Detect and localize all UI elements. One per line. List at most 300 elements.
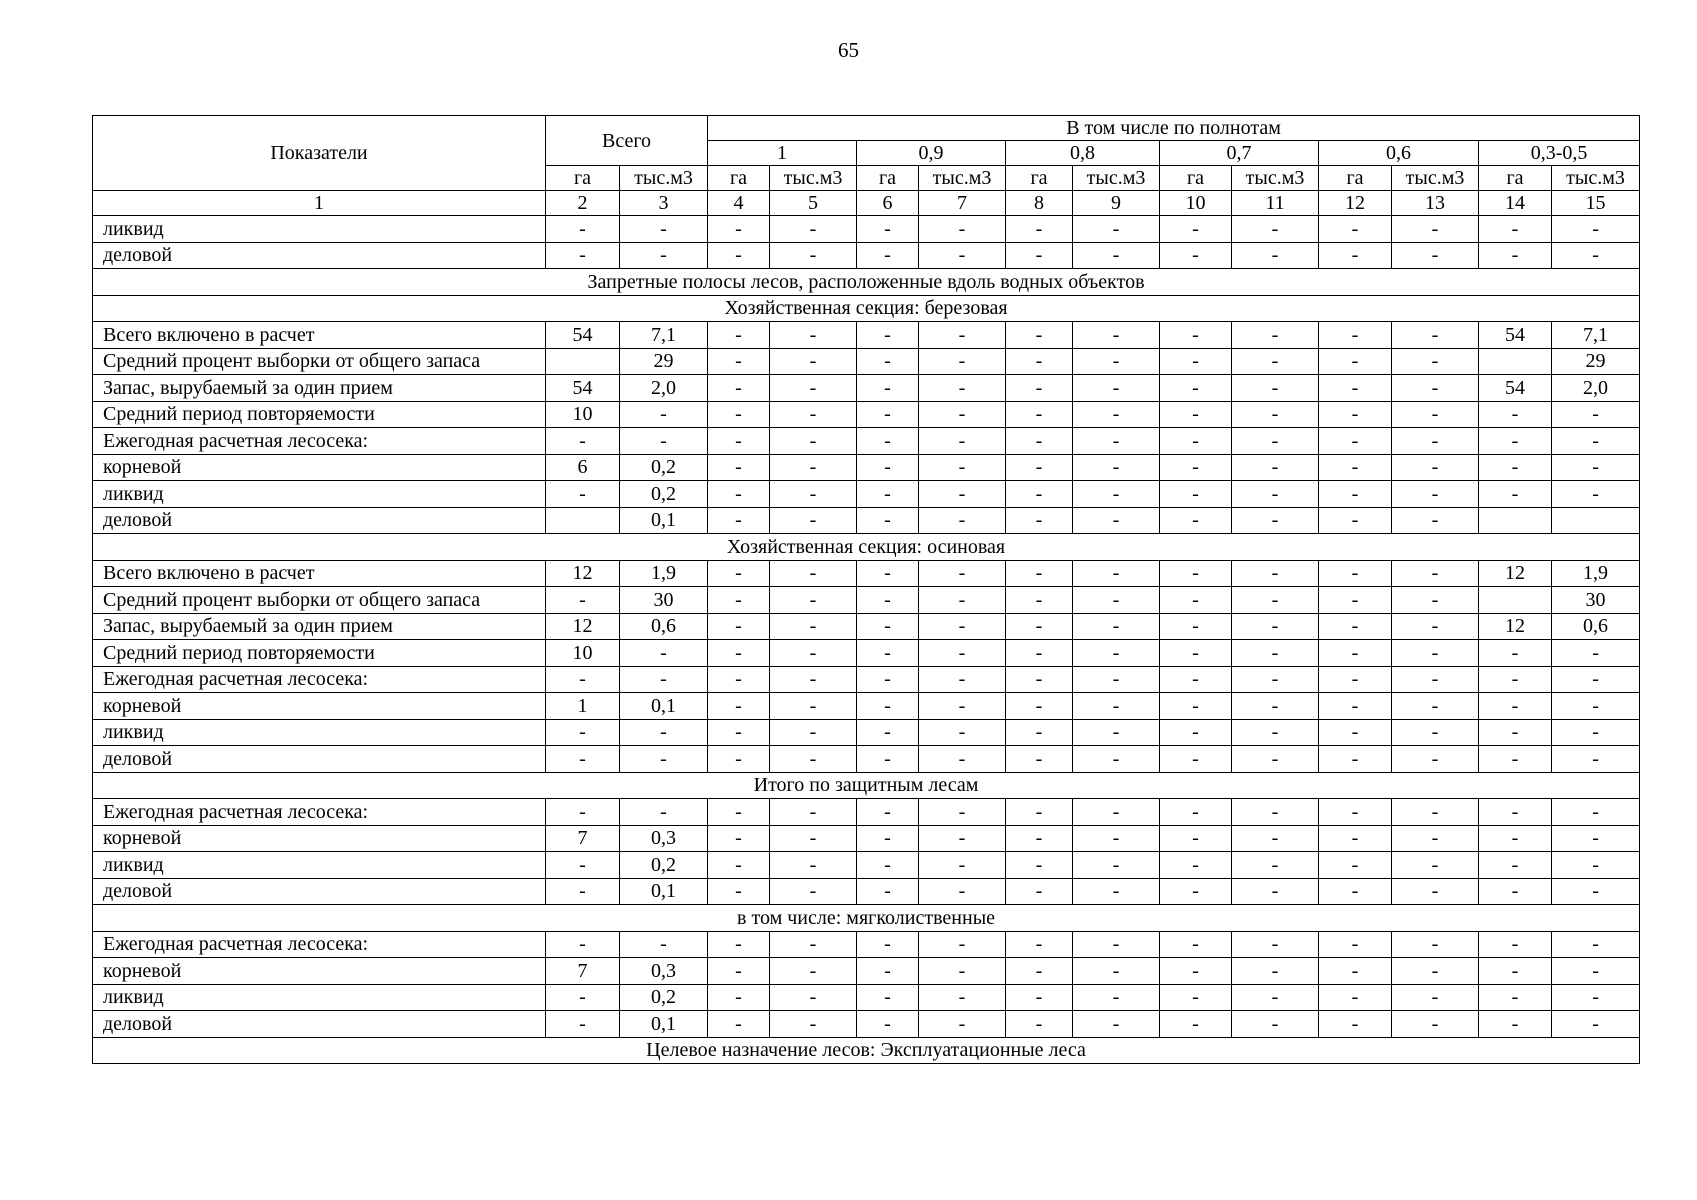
table-cell: - — [770, 401, 857, 428]
row-label: Запас, вырубаемый за один прием — [93, 375, 546, 402]
table-cell: - — [546, 719, 620, 746]
row-label: Всего включено в расчет — [93, 322, 546, 349]
table-cell: - — [770, 984, 857, 1011]
table-cell: - — [1073, 507, 1160, 534]
table-cell: - — [1006, 401, 1073, 428]
table-cell: - — [1319, 746, 1392, 773]
table-cell: - — [770, 666, 857, 693]
row-label: корневой — [93, 693, 546, 720]
header-column-number: 8 — [1006, 191, 1073, 216]
table-cell: - — [1479, 428, 1552, 455]
table-row — [93, 375, 1640, 402]
table-cell: - — [1073, 984, 1160, 1011]
table-cell: - — [1552, 481, 1640, 508]
table-cell: - — [1006, 931, 1073, 958]
row-label: Средний процент выборки от общего запаса — [93, 348, 546, 375]
table-cell: - — [1160, 693, 1232, 720]
table-cell: - — [1319, 693, 1392, 720]
table-cell: - — [708, 242, 770, 269]
table-cell: 30 — [1552, 587, 1640, 614]
table-cell: - — [620, 746, 708, 773]
table-cell: - — [857, 242, 919, 269]
table-cell: - — [708, 428, 770, 455]
table-cell: - — [1319, 640, 1392, 667]
table-cell: - — [857, 613, 919, 640]
table-cell: 12 — [546, 613, 620, 640]
table-cell: 12 — [546, 560, 620, 587]
table-cell: - — [620, 640, 708, 667]
table-cell: 54 — [546, 322, 620, 349]
table-cell: - — [1392, 825, 1479, 852]
table-cell: - — [1073, 375, 1160, 402]
header-unit-ha: га — [1160, 166, 1232, 191]
table-cell: - — [708, 560, 770, 587]
table-cell: - — [1479, 931, 1552, 958]
table-cell: - — [1160, 481, 1232, 508]
header-column-number: 6 — [857, 191, 919, 216]
table-cell: - — [1552, 640, 1640, 667]
table-cell: - — [1232, 428, 1319, 455]
table-cell: - — [1160, 719, 1232, 746]
table-cell: - — [1552, 666, 1640, 693]
table-cell: - — [1160, 216, 1232, 243]
table-cell: - — [919, 481, 1006, 508]
table-cell: - — [857, 984, 919, 1011]
table-cell: - — [1160, 348, 1232, 375]
table-cell: - — [1160, 587, 1232, 614]
table-cell: - — [620, 216, 708, 243]
table-cell: - — [1552, 1011, 1640, 1038]
table-cell: - — [1073, 454, 1160, 481]
table-cell: - — [1479, 878, 1552, 905]
table-row — [93, 560, 1640, 587]
section-title: Целевое назначение лесов: Эксплуатационные леса — [93, 1037, 1640, 1064]
table-cell: - — [708, 507, 770, 534]
table-row — [93, 719, 1640, 746]
table-cell: - — [919, 640, 1006, 667]
table-cell: - — [546, 1011, 620, 1038]
section-title: Хозяйственная секция: осиновая — [93, 534, 1640, 561]
table-cell: - — [770, 746, 857, 773]
section-title: Хозяйственная секция: березовая — [93, 295, 1640, 322]
table-cell: - — [1319, 878, 1392, 905]
table-cell: - — [1160, 401, 1232, 428]
table-cell: - — [770, 640, 857, 667]
table-cell: - — [1319, 428, 1392, 455]
table-cell: - — [1160, 746, 1232, 773]
table-row — [93, 216, 1640, 243]
table-cell: - — [857, 587, 919, 614]
table-cell: - — [1319, 613, 1392, 640]
table-cell: - — [919, 931, 1006, 958]
table-cell: - — [708, 401, 770, 428]
table-cell: - — [770, 852, 857, 879]
row-label: корневой — [93, 454, 546, 481]
row-label: деловой — [93, 242, 546, 269]
table-cell: - — [1392, 242, 1479, 269]
table-cell: - — [1160, 428, 1232, 455]
table-cell: - — [857, 401, 919, 428]
row-label: деловой — [93, 878, 546, 905]
table-cell: - — [857, 507, 919, 534]
table-cell: - — [770, 216, 857, 243]
table-row — [93, 746, 1640, 773]
row-label: деловой — [93, 507, 546, 534]
table-cell: - — [919, 216, 1006, 243]
table-cell: - — [919, 348, 1006, 375]
forest-cutting-table — [92, 115, 1640, 1064]
table-cell: - — [1392, 746, 1479, 773]
table-cell: - — [1479, 693, 1552, 720]
table-cell: - — [857, 216, 919, 243]
table-cell: - — [857, 693, 919, 720]
table-cell: - — [1073, 587, 1160, 614]
table-cell: - — [1006, 481, 1073, 508]
table-cell: - — [620, 799, 708, 826]
table-cell — [1479, 507, 1552, 534]
table-cell: - — [1392, 719, 1479, 746]
table-cell: - — [1006, 984, 1073, 1011]
table-cell: 10 — [546, 401, 620, 428]
table-cell: - — [1479, 984, 1552, 1011]
table-cell: - — [1479, 666, 1552, 693]
table-cell: - — [1479, 216, 1552, 243]
table-cell: - — [1232, 984, 1319, 1011]
table-cell: 2,0 — [620, 375, 708, 402]
table-cell: - — [1479, 852, 1552, 879]
table-cell: - — [1552, 401, 1640, 428]
table-cell: - — [1479, 481, 1552, 508]
table-row — [93, 507, 1640, 534]
row-label: ликвид — [93, 481, 546, 508]
table-cell: - — [1006, 454, 1073, 481]
table-cell: - — [1160, 666, 1232, 693]
table-cell: - — [919, 560, 1006, 587]
table-cell: - — [1552, 428, 1640, 455]
table-cell: - — [1232, 216, 1319, 243]
table-cell: - — [1232, 1011, 1319, 1038]
header-column-number: 2 — [546, 191, 620, 216]
table-cell: - — [1392, 931, 1479, 958]
table-cell: - — [1073, 878, 1160, 905]
header-column-number: 12 — [1319, 191, 1392, 216]
table-cell: - — [919, 1011, 1006, 1038]
row-label: ликвид — [93, 984, 546, 1011]
table-cell: - — [1392, 560, 1479, 587]
table-cell: - — [1073, 666, 1160, 693]
table-cell: - — [1006, 852, 1073, 879]
table-cell: - — [546, 746, 620, 773]
table-cell: - — [1552, 825, 1640, 852]
row-label: ликвид — [93, 216, 546, 243]
table-cell: - — [708, 746, 770, 773]
table-cell: 0,1 — [620, 878, 708, 905]
table-row — [93, 931, 1640, 958]
table-row — [93, 613, 1640, 640]
table-cell: - — [1552, 878, 1640, 905]
header-unit-volume: тыс.м3 — [770, 166, 857, 191]
table-cell: - — [1232, 746, 1319, 773]
section-row — [93, 772, 1640, 799]
table-cell: - — [1006, 216, 1073, 243]
table-cell: - — [620, 428, 708, 455]
row-label: ликвид — [93, 852, 546, 879]
table-cell: - — [708, 613, 770, 640]
table-cell: - — [1006, 825, 1073, 852]
table-cell: - — [1392, 958, 1479, 985]
header-column-number: 11 — [1232, 191, 1319, 216]
table-cell: - — [1160, 613, 1232, 640]
table-cell: - — [708, 878, 770, 905]
table-cell: - — [1319, 454, 1392, 481]
table-cell: - — [1160, 454, 1232, 481]
table-cell: - — [1006, 640, 1073, 667]
table-cell: - — [1392, 375, 1479, 402]
table-cell: - — [1232, 613, 1319, 640]
table-cell: - — [1479, 799, 1552, 826]
table-cell: - — [546, 799, 620, 826]
header-column-number: 5 — [770, 191, 857, 216]
table-row — [93, 242, 1640, 269]
table-cell: - — [1073, 322, 1160, 349]
table-cell: - — [1073, 825, 1160, 852]
table-cell: - — [857, 719, 919, 746]
table-row — [93, 693, 1640, 720]
table-cell: - — [919, 825, 1006, 852]
table-cell: - — [919, 242, 1006, 269]
table-cell: - — [1073, 560, 1160, 587]
table-cell: - — [1392, 640, 1479, 667]
table-cell: - — [1073, 958, 1160, 985]
table-cell: - — [708, 719, 770, 746]
table-cell: - — [770, 322, 857, 349]
table-cell: - — [1160, 931, 1232, 958]
table-cell: - — [1319, 852, 1392, 879]
table-cell: - — [1160, 852, 1232, 879]
table-cell: - — [770, 958, 857, 985]
table-cell: 1,9 — [620, 560, 708, 587]
table-cell: - — [1160, 322, 1232, 349]
table-cell: 0,3 — [620, 958, 708, 985]
table-cell: - — [1006, 746, 1073, 773]
table-cell: - — [1232, 931, 1319, 958]
table-cell: - — [546, 242, 620, 269]
table-cell: - — [770, 454, 857, 481]
table-cell: - — [1073, 1011, 1160, 1038]
table-cell: - — [1319, 401, 1392, 428]
table-cell: - — [1319, 348, 1392, 375]
table-cell: - — [919, 454, 1006, 481]
table-cell: - — [1232, 799, 1319, 826]
table-cell: 7 — [546, 958, 620, 985]
table-cell: - — [1073, 481, 1160, 508]
section-row — [93, 905, 1640, 932]
table-cell: - — [1073, 348, 1160, 375]
table-cell: - — [1392, 454, 1479, 481]
table-cell: - — [770, 719, 857, 746]
table-cell: - — [546, 931, 620, 958]
table-cell: 29 — [620, 348, 708, 375]
table-cell: 1 — [546, 693, 620, 720]
table-cell: - — [857, 746, 919, 773]
table-cell: - — [708, 825, 770, 852]
table-cell: - — [708, 984, 770, 1011]
table-cell: - — [1006, 375, 1073, 402]
header-column-number: 10 — [1160, 191, 1232, 216]
table-cell: - — [1392, 322, 1479, 349]
row-label: Ежегодная расчетная лесосека: — [93, 931, 546, 958]
table-row — [93, 454, 1640, 481]
row-label: Всего включено в расчет — [93, 560, 546, 587]
table-cell: - — [1073, 719, 1160, 746]
header-column-number: 13 — [1392, 191, 1479, 216]
table-cell: - — [620, 666, 708, 693]
table-cell: - — [1006, 719, 1073, 746]
table-cell — [1552, 507, 1640, 534]
row-label: ликвид — [93, 719, 546, 746]
header-unit-volume: тыс.м3 — [919, 166, 1006, 191]
table-cell: 0,1 — [620, 693, 708, 720]
section-row — [93, 534, 1640, 561]
table-cell: - — [708, 958, 770, 985]
header-unit-volume: тыс.м3 — [1073, 166, 1160, 191]
table-cell: - — [1006, 242, 1073, 269]
table-cell: - — [1392, 1011, 1479, 1038]
table-cell: - — [708, 1011, 770, 1038]
table-cell: - — [708, 375, 770, 402]
table-cell: - — [770, 693, 857, 720]
header-unit-ha: га — [1006, 166, 1073, 191]
table-cell: - — [546, 852, 620, 879]
table-cell: 0,2 — [620, 454, 708, 481]
table-cell: - — [919, 322, 1006, 349]
table-cell: - — [1006, 1011, 1073, 1038]
table-cell: - — [770, 348, 857, 375]
table-cell: - — [919, 852, 1006, 879]
table-cell: - — [857, 1011, 919, 1038]
table-cell: - — [1319, 825, 1392, 852]
table-cell: - — [1073, 746, 1160, 773]
table-cell: - — [1319, 560, 1392, 587]
table-cell — [546, 348, 620, 375]
table-cell: - — [1479, 1011, 1552, 1038]
table-row — [93, 401, 1640, 428]
table-cell: - — [857, 799, 919, 826]
table-cell: - — [1392, 693, 1479, 720]
table-cell: 0,2 — [620, 984, 708, 1011]
table-cell: - — [708, 216, 770, 243]
table-cell: - — [919, 666, 1006, 693]
table-cell: - — [857, 958, 919, 985]
table-cell: - — [1552, 799, 1640, 826]
table-cell: - — [1073, 216, 1160, 243]
table-cell: - — [708, 799, 770, 826]
table-cell: 0,1 — [620, 507, 708, 534]
header-unit-ha: га — [857, 166, 919, 191]
table-cell: - — [546, 216, 620, 243]
header-by-density: В том числе по полнотам — [708, 116, 1640, 141]
table-cell: - — [1479, 454, 1552, 481]
table-cell: 2,0 — [1552, 375, 1640, 402]
table-cell: - — [1073, 931, 1160, 958]
table-cell: - — [770, 481, 857, 508]
table-cell: - — [1319, 322, 1392, 349]
table-row — [93, 640, 1640, 667]
table-cell: - — [1232, 878, 1319, 905]
table-cell: - — [1319, 958, 1392, 985]
table-cell: - — [770, 428, 857, 455]
table-cell: - — [1319, 719, 1392, 746]
table-header — [93, 116, 1640, 216]
row-label: Ежегодная расчетная лесосека: — [93, 666, 546, 693]
table-cell: 0,1 — [620, 1011, 708, 1038]
table-cell: - — [1552, 958, 1640, 985]
header-total: Всего — [546, 116, 708, 166]
header-indicators: Показатели — [93, 116, 546, 191]
table-cell: - — [770, 1011, 857, 1038]
table-row — [93, 878, 1640, 905]
table-cell: - — [1073, 852, 1160, 879]
table-cell: - — [708, 852, 770, 879]
table-cell: - — [1552, 746, 1640, 773]
header-unit-ha: га — [546, 166, 620, 191]
table-cell: - — [1232, 454, 1319, 481]
header-density: 0,8 — [1006, 141, 1160, 166]
table-row — [93, 322, 1640, 349]
table-cell: - — [1073, 242, 1160, 269]
table-cell: - — [1392, 666, 1479, 693]
table-cell: - — [546, 878, 620, 905]
row-label: Ежегодная расчетная лесосека: — [93, 428, 546, 455]
table-cell: - — [1552, 693, 1640, 720]
table-cell: - — [1392, 481, 1479, 508]
header-column-number: 3 — [620, 191, 708, 216]
table-cell: - — [1479, 401, 1552, 428]
table-cell: - — [1552, 931, 1640, 958]
section-title: в том числе: мягколиственные — [93, 905, 1640, 932]
table-row — [93, 587, 1640, 614]
table-cell: - — [770, 242, 857, 269]
table-cell: 0,6 — [1552, 613, 1640, 640]
table-cell: - — [770, 613, 857, 640]
table-cell: - — [1232, 719, 1319, 746]
table-cell: - — [1319, 666, 1392, 693]
table-cell: 10 — [546, 640, 620, 667]
table-cell: 0,6 — [620, 613, 708, 640]
table-cell: - — [770, 560, 857, 587]
table-cell: - — [857, 852, 919, 879]
table-cell: - — [857, 640, 919, 667]
table-cell: - — [1160, 507, 1232, 534]
table-cell: - — [620, 719, 708, 746]
table-row — [93, 348, 1640, 375]
table-cell: - — [1006, 799, 1073, 826]
table-cell: 54 — [1479, 375, 1552, 402]
table-cell: - — [1006, 348, 1073, 375]
table-cell: - — [770, 587, 857, 614]
header-column-numbers-row — [93, 191, 1640, 216]
table-cell: - — [919, 507, 1006, 534]
section-row — [93, 269, 1640, 296]
table-cell: - — [1160, 242, 1232, 269]
table-cell: - — [1006, 693, 1073, 720]
header-column-number: 7 — [919, 191, 1006, 216]
header-density: 0,9 — [857, 141, 1006, 166]
header-unit-ha: га — [1479, 166, 1552, 191]
table-cell: - — [1552, 719, 1640, 746]
header-column-number: 14 — [1479, 191, 1552, 216]
table-cell: - — [1006, 878, 1073, 905]
